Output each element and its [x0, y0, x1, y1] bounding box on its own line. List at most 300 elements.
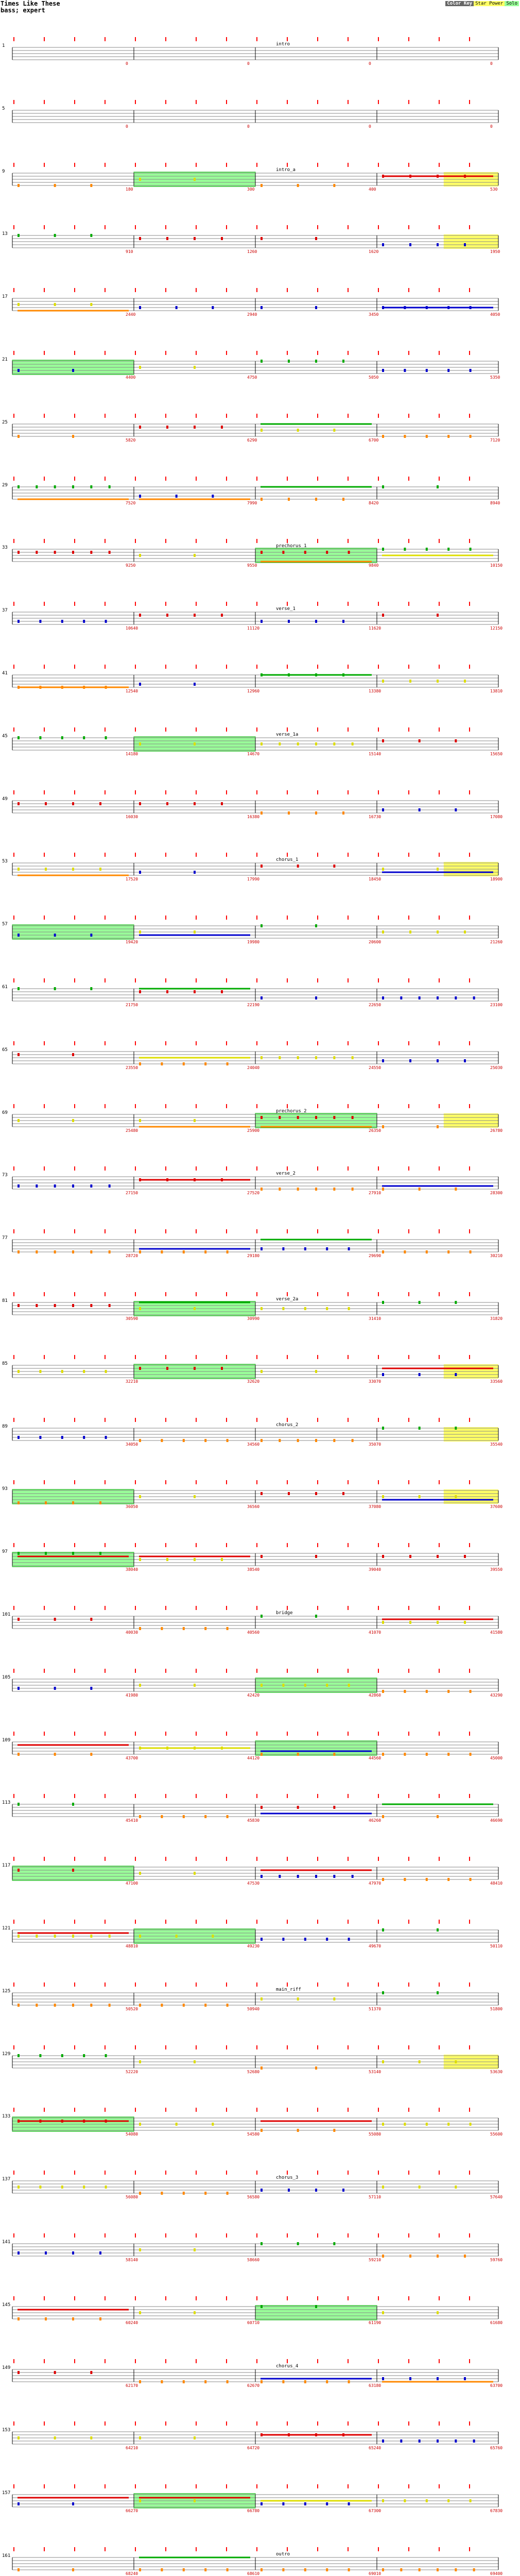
note-gem: [409, 1059, 411, 1062]
note-gem: [161, 1062, 163, 1065]
measure-number: 45: [2, 734, 8, 739]
beat-marker: [196, 1041, 197, 1045]
note-gem: [221, 614, 223, 617]
note-gem: [261, 811, 263, 815]
beat-marker: [317, 37, 318, 41]
note-gem: [447, 1753, 449, 1756]
note-gem: [90, 1304, 92, 1307]
staff: [2, 225, 500, 254]
beat-marker: [317, 1982, 318, 1987]
beat-marker: [44, 163, 45, 167]
beat-marker: [196, 1229, 197, 1233]
note-gem: [90, 2371, 92, 2374]
beat-marker: [408, 1355, 409, 1359]
note-gem: [447, 1878, 449, 1881]
note-gem: [90, 2004, 92, 2007]
section-label: verse_2a: [276, 1297, 299, 1302]
note-gem: [39, 2185, 41, 2189]
note-gem: [90, 1935, 92, 1938]
beat-marker: [165, 225, 166, 229]
bar-score: 13380: [369, 689, 382, 693]
beat-marker: [287, 414, 288, 418]
note-gem: [61, 2054, 63, 2057]
note-gem: [470, 2499, 472, 2502]
beat-marker: [135, 225, 136, 229]
beat-marker: [439, 1418, 440, 1422]
beat-marker: [44, 2171, 45, 2175]
beat-marker: [105, 2233, 106, 2238]
bar-score: 0: [490, 61, 493, 66]
beat-marker: [226, 1104, 227, 1108]
beat-marker: [74, 1543, 75, 1547]
beat-marker: [13, 727, 14, 732]
note-gem: [194, 1558, 196, 1561]
note-gem: [282, 2502, 284, 2505]
note-gem: [18, 1436, 20, 1439]
beat-marker: [44, 2045, 45, 2049]
note-gem: [437, 680, 439, 683]
note-gem: [139, 1815, 141, 1818]
note-gem: [36, 1250, 38, 1253]
measure-number: 53: [2, 859, 8, 864]
note-gem: [382, 614, 384, 617]
beat-marker: [165, 2296, 166, 2300]
note-gem: [437, 868, 439, 871]
beat-marker: [196, 1355, 197, 1359]
note-gem: [18, 2371, 20, 2374]
beat-marker: [348, 2233, 349, 2238]
staff: [2, 163, 498, 192]
beat-marker: [469, 2045, 470, 2049]
measure-number: 121: [2, 1926, 11, 1931]
beat-marker: [439, 1292, 440, 1296]
beat-marker: [74, 790, 75, 794]
note-gem: [315, 924, 317, 927]
note-gem: [288, 498, 290, 501]
note-gem: [212, 2123, 214, 2126]
note-gem: [54, 1250, 56, 1253]
note-gem: [194, 742, 196, 745]
note-gem: [18, 987, 20, 990]
beat-marker: [135, 916, 136, 920]
note-gem: [221, 990, 223, 993]
bar-score: 27150: [126, 1191, 138, 1195]
beat-marker: [439, 1794, 440, 1798]
beat-marker: [287, 351, 288, 355]
note-gem: [227, 1627, 229, 1630]
beat-marker: [287, 2421, 288, 2426]
beat-marker: [226, 2108, 227, 2112]
measure-number: 137: [2, 2177, 11, 2182]
beat-marker: [135, 1982, 136, 1987]
beat-marker: [196, 1543, 197, 1547]
measure-number: 13: [2, 231, 8, 236]
beat-marker: [348, 37, 349, 41]
beat-marker: [13, 2359, 14, 2363]
note-gem: [426, 2499, 428, 2502]
note-gem: [166, 990, 168, 993]
beat-marker: [439, 853, 440, 857]
measure-number: 85: [2, 1361, 8, 1366]
beat-marker: [408, 853, 409, 857]
note-gem: [54, 987, 56, 990]
note-gem: [36, 551, 38, 554]
beat-marker: [408, 978, 409, 982]
note-gem: [288, 811, 290, 815]
note-gem: [161, 2192, 163, 2195]
beat-marker: [378, 916, 379, 920]
beat-marker: [256, 1982, 257, 1987]
bar-score: 58660: [247, 2258, 260, 2262]
note-gem: [194, 683, 196, 686]
beat-marker: [408, 100, 409, 104]
note-gem: [139, 2060, 141, 2063]
note-gem: [382, 1878, 384, 1881]
measure-number: 21: [2, 357, 8, 362]
note-gem: [139, 2004, 141, 2007]
beat-marker: [469, 1480, 470, 1484]
beat-marker: [469, 665, 470, 669]
beat-marker: [105, 727, 106, 732]
note-gem: [315, 1615, 317, 1618]
bar-score: 68240: [126, 2571, 138, 2576]
beat-marker: [287, 288, 288, 292]
beat-marker: [348, 1292, 349, 1296]
note-gem: [426, 1878, 428, 1881]
beat-marker: [256, 916, 257, 920]
beat-marker: [317, 477, 318, 481]
beat-marker: [439, 1857, 440, 1861]
beat-marker: [378, 1104, 379, 1108]
beat-marker: [165, 1104, 166, 1108]
beat-marker: [378, 2484, 379, 2488]
note-gem: [261, 2129, 263, 2132]
beat-marker: [287, 1732, 288, 1736]
beat-marker: [226, 727, 227, 732]
note-gem: [227, 1062, 229, 1065]
beat-marker: [74, 2547, 75, 2551]
beat-marker: [408, 1229, 409, 1233]
beat-marker: [44, 1480, 45, 1484]
beat-marker: [105, 1480, 106, 1484]
beat-marker: [439, 288, 440, 292]
beat-marker: [256, 539, 257, 543]
beat-marker: [378, 1794, 379, 1798]
beat-marker: [439, 225, 440, 229]
note-gem: [204, 2004, 206, 2007]
beat-marker: [165, 100, 166, 104]
beat-marker: [74, 2233, 75, 2238]
bar-score: 8940: [490, 501, 500, 505]
beat-marker: [439, 1920, 440, 1924]
beat-marker: [105, 2359, 106, 2363]
note-gem: [455, 808, 457, 811]
bar-score: 51370: [369, 2007, 382, 2011]
bar-score: 5350: [490, 375, 500, 380]
beat-marker: [439, 539, 440, 543]
note-gem: [261, 2502, 263, 2505]
bar-score: 21750: [126, 1003, 138, 1007]
beat-marker: [439, 2359, 440, 2363]
note-gem: [315, 2305, 317, 2308]
beat-marker: [256, 602, 257, 606]
measure-number: 33: [2, 545, 8, 550]
bar-score: 19420: [126, 940, 138, 944]
note-gem: [315, 996, 317, 999]
beat-marker: [44, 1418, 45, 1422]
bar-score: 23100: [490, 1003, 503, 1007]
note-gem: [139, 2248, 141, 2251]
beat-marker: [317, 602, 318, 606]
section-label: verse_1a: [276, 732, 299, 737]
note-gem: [18, 551, 20, 554]
note-gem: [419, 2060, 421, 2063]
note-gem: [261, 865, 263, 868]
beat-marker: [13, 1794, 14, 1798]
note-gem: [227, 2192, 229, 2195]
note-gem: [18, 369, 20, 372]
note-gem: [282, 1684, 284, 1687]
note-gem: [326, 2380, 328, 2383]
beat-marker: [44, 727, 45, 732]
beat-marker: [317, 1480, 318, 1484]
bar-score: 63700: [490, 2383, 503, 2388]
note-gem: [99, 2251, 101, 2255]
measure-number: 109: [2, 1738, 11, 1743]
beat-marker: [13, 1355, 14, 1359]
note-gem: [333, 1056, 335, 1059]
beat-marker: [439, 1041, 440, 1045]
beat-marker: [408, 2547, 409, 2551]
beat-marker: [74, 2108, 75, 2112]
note-gem: [333, 184, 335, 187]
note-gem: [194, 802, 196, 805]
note-gem: [194, 237, 196, 240]
bar-score: 38040: [126, 1567, 138, 1572]
beat-marker: [256, 2421, 257, 2426]
note-gem: [139, 1250, 141, 1253]
bar-score: 27520: [247, 1191, 260, 1195]
beat-marker: [348, 163, 349, 167]
beat-marker: [408, 916, 409, 920]
beat-marker: [165, 1732, 166, 1736]
note-gem: [342, 498, 344, 501]
note-gem: [139, 1935, 141, 1938]
beat-marker: [348, 1794, 349, 1798]
bar-score: 16380: [247, 815, 260, 819]
beat-marker: [105, 1355, 106, 1359]
beat-marker: [408, 1669, 409, 1673]
note-gem: [166, 237, 168, 240]
note-gem: [326, 1684, 328, 1687]
note-gem: [45, 2251, 47, 2255]
beat-marker: [439, 1982, 440, 1987]
bar-score: 18450: [369, 877, 382, 882]
note-gem: [352, 1439, 354, 1442]
bar-score: 17080: [490, 815, 503, 819]
bar-score: 52220: [126, 2070, 138, 2074]
beat-marker: [408, 2484, 409, 2488]
note-gem: [99, 2317, 101, 2320]
note-gem: [342, 360, 344, 363]
note-gem: [109, 2004, 111, 2007]
bar-score: 54080: [126, 2132, 138, 2137]
beat-marker: [408, 1104, 409, 1108]
bar-score: 19980: [247, 940, 260, 944]
note-gem: [61, 736, 63, 739]
note-gem: [204, 1627, 206, 1630]
beat-marker: [469, 916, 470, 920]
beat-marker: [105, 37, 106, 41]
beat-marker: [135, 2045, 136, 2049]
bar-score: 33560: [490, 1379, 503, 1384]
beat-marker: [287, 2484, 288, 2488]
staff: [2, 2547, 502, 2576]
beat-marker: [135, 1794, 136, 1798]
beat-marker: [408, 665, 409, 669]
beat-marker: [135, 2421, 136, 2426]
beat-marker: [13, 1418, 14, 1422]
beat-marker: [226, 2359, 227, 2363]
beat-marker: [317, 2484, 318, 2488]
beat-marker: [74, 1669, 75, 1673]
bar-score: 300: [247, 187, 255, 192]
beat-marker: [256, 1355, 257, 1359]
note-gem: [333, 1116, 335, 1119]
note-gem: [382, 1427, 384, 1430]
note-gem: [404, 1753, 406, 1756]
note-gem: [455, 1188, 457, 1191]
note-gem: [315, 360, 317, 363]
beat-marker: [378, 2296, 379, 2300]
note-gem: [194, 426, 196, 429]
note-gem: [333, 429, 335, 432]
bar-score: 67300: [369, 2509, 382, 2513]
note-gem: [204, 1062, 206, 1065]
note-gem: [409, 243, 411, 246]
beat-marker: [317, 100, 318, 104]
note-gem: [470, 1753, 472, 1756]
beat-marker: [135, 2108, 136, 2112]
bar-score: 31410: [369, 1316, 382, 1321]
note-gem: [404, 2123, 406, 2126]
note-gem: [261, 237, 263, 240]
beat-marker: [226, 1480, 227, 1484]
beat-marker: [256, 288, 257, 292]
note-gem: [90, 184, 92, 187]
beat-marker: [439, 602, 440, 606]
beat-marker: [226, 1543, 227, 1547]
note-gem: [36, 485, 38, 488]
note-gem: [315, 742, 317, 745]
note-gem: [161, 2380, 163, 2383]
staff: [2, 100, 498, 129]
staff: [2, 2421, 502, 2450]
beat-marker: [165, 1480, 166, 1484]
note-gem: [83, 736, 85, 739]
bar-score: 7520: [126, 501, 136, 505]
beat-marker: [226, 2421, 227, 2426]
staff: [2, 2171, 502, 2199]
beat-marker: [378, 665, 379, 669]
note-gem: [437, 1991, 439, 1994]
beat-marker: [196, 288, 197, 292]
note-gem: [54, 2436, 56, 2439]
note-gem: [382, 243, 384, 246]
beat-marker: [317, 1794, 318, 1798]
beat-marker: [439, 2045, 440, 2049]
bar-score: 57640: [490, 2195, 503, 2199]
beat-marker: [74, 1480, 75, 1484]
note-gem: [297, 1753, 299, 1756]
note-gem: [183, 1815, 185, 1818]
beat-marker: [378, 37, 379, 41]
note-gem: [139, 1307, 141, 1310]
note-gem: [315, 306, 317, 309]
beat-marker: [378, 2108, 379, 2112]
beat-marker: [256, 1480, 257, 1484]
beat-marker: [196, 602, 197, 606]
note-gem: [261, 996, 263, 999]
note-gem: [18, 485, 20, 488]
staff: [2, 1543, 502, 1572]
measure-number: 157: [2, 2490, 11, 2496]
beat-marker: [44, 978, 45, 982]
beat-marker: [348, 665, 349, 669]
beat-marker: [135, 853, 136, 857]
beat-marker: [13, 1606, 14, 1610]
staff: [2, 539, 502, 568]
note-gem: [194, 990, 196, 993]
note-gem: [261, 551, 263, 554]
note-gem: [315, 237, 317, 240]
beat-marker: [105, 1732, 106, 1736]
section-label: prechorus_2: [276, 1109, 307, 1114]
bar-score: 0: [490, 124, 493, 129]
note-gem: [54, 1184, 56, 1188]
note-gem: [90, 1753, 92, 1756]
note-gem: [90, 551, 92, 554]
beat-marker: [226, 2045, 227, 2049]
note-gem: [455, 2568, 457, 2571]
note-gem: [304, 1938, 306, 1941]
beat-marker: [287, 916, 288, 920]
note-gem: [382, 2377, 384, 2380]
beat-marker: [469, 1606, 470, 1610]
beat-marker: [469, 1104, 470, 1108]
note-gem: [183, 1627, 185, 1630]
note-gem: [426, 548, 428, 551]
beat-marker: [165, 1669, 166, 1673]
note-gem: [297, 1188, 299, 1191]
beat-marker: [74, 37, 75, 41]
note-gem: [342, 1492, 344, 1495]
bar-score: 0: [369, 124, 371, 129]
beat-marker: [226, 916, 227, 920]
measure-number: 41: [2, 671, 8, 676]
staff: [2, 1292, 502, 1321]
beat-marker: [317, 853, 318, 857]
beat-marker: [196, 790, 197, 794]
bar-score: 30590: [126, 1316, 138, 1321]
beat-marker: [256, 351, 257, 355]
note-gem: [333, 1439, 335, 1442]
measure-number: 133: [2, 2114, 11, 2119]
beat-marker: [469, 1418, 470, 1422]
note-gem: [109, 1250, 111, 1253]
beat-marker: [469, 853, 470, 857]
note-gem: [348, 551, 350, 554]
